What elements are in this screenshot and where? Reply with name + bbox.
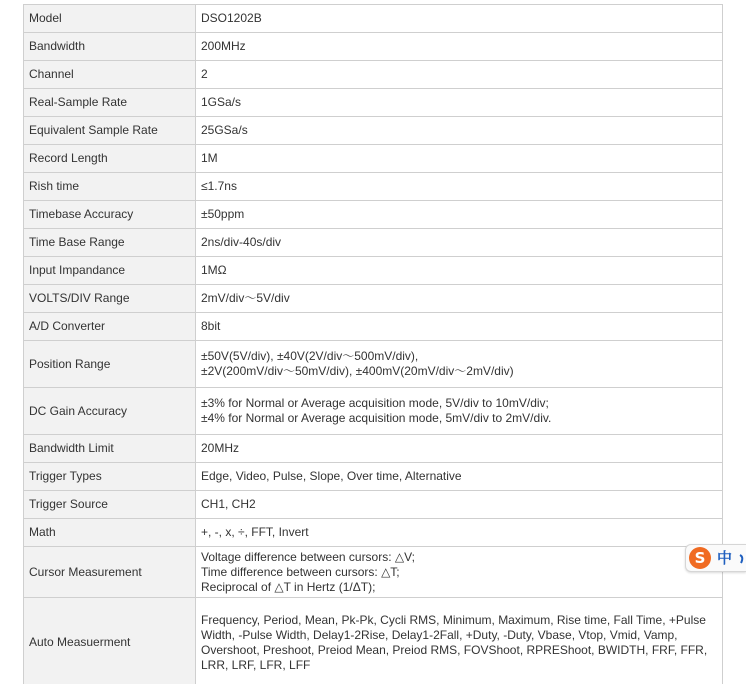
table-row — [24, 388, 723, 435]
table-row — [24, 491, 723, 519]
spec-label: Auto Measuerment — [24, 598, 196, 684]
table-row — [24, 547, 723, 598]
spec-label: Cursor Measurement — [24, 547, 196, 598]
spec-label: A/D Converter — [24, 313, 196, 341]
spec-label: VOLTS/DIV Range — [24, 285, 196, 313]
table-row — [24, 117, 723, 145]
table-row — [24, 463, 723, 491]
table-row — [24, 598, 723, 684]
spec-value: 8bit — [196, 313, 723, 341]
spec-value: Frequency, Period, Mean, Pk-Pk, Cycli RMS, Minimum, Maximum, Rise time, Fall Time, +Pulse Width, -Pulse Width, Delay1-2Rise, Delay1-2Fall, +Duty, -Duty, Vbase, Vtop, Vmid, Vamp, Overshoot, Preshoot, Preiod Mean, Preiod RMS, FOVShoot, RPREShoot, BWIDTH, FRF, FFR, LRR, LRF, LFR, LFF — [196, 598, 723, 684]
spec-label: Bandwidth Limit — [24, 435, 196, 463]
spec-value: Voltage difference between cursors: △V; Time difference between cursors: △T; Reciprocal of △T in Hertz (1/ΔT); — [196, 547, 723, 598]
spec-label: Model — [24, 5, 196, 33]
table-row — [24, 89, 723, 117]
spec-label: Rish time — [24, 173, 196, 201]
ime-toolbar[interactable] — [685, 544, 746, 572]
spec-label: Trigger Source — [24, 491, 196, 519]
spec-value: DSO1202B — [196, 5, 723, 33]
table-row — [24, 33, 723, 61]
spec-label: Time Base Range — [24, 229, 196, 257]
spec-value: 2 — [196, 61, 723, 89]
spec-label: Trigger Types — [24, 463, 196, 491]
spec-label: Input Impandance — [24, 257, 196, 285]
table-row — [24, 519, 723, 547]
table-row — [24, 145, 723, 173]
spec-value: CH1, CH2 — [196, 491, 723, 519]
spec-value: +, -, x, ÷, FFT, Invert — [196, 519, 723, 547]
ime-punctuation-icon[interactable] — [738, 553, 746, 565]
spec-value: 200MHz — [196, 33, 723, 61]
spec-label: Timebase Accuracy — [24, 201, 196, 229]
table-row — [24, 61, 723, 89]
spec-value: 1MΩ — [196, 257, 723, 285]
table-row — [24, 313, 723, 341]
spec-value: 1GSa/s — [196, 89, 723, 117]
spec-value: ≤1.7ns — [196, 173, 723, 201]
table-row — [24, 229, 723, 257]
spec-label: DC Gain Accuracy — [24, 388, 196, 435]
table-row — [24, 435, 723, 463]
spec-value: ±50ppm — [196, 201, 723, 229]
ime-mode-toggle[interactable]: 中 — [717, 549, 733, 567]
table-row — [24, 5, 723, 33]
spec-value: 20MHz — [196, 435, 723, 463]
spec-label: Record Length — [24, 145, 196, 173]
spec-label: Bandwidth — [24, 33, 196, 61]
spec-label: Channel — [24, 61, 196, 89]
table-row — [24, 201, 723, 229]
spec-value: Edge, Video, Pulse, Slope, Over time, Alternative — [196, 463, 723, 491]
table-row — [24, 173, 723, 201]
spec-label: Position Range — [24, 341, 196, 388]
table-row — [24, 257, 723, 285]
spec-value: ±50V(5V/div), ±40V(2V/div～500mV/div), ±2V(200mV/div～50mV/div), ±400mV(20mV/div～2mV/div) — [196, 341, 723, 388]
spec-value: 1M — [196, 145, 723, 173]
spec-value: 2ns/div-40s/div — [196, 229, 723, 257]
spec-value: 2mV/div～5V/div — [196, 285, 723, 313]
spec-label: Real-Sample Rate — [24, 89, 196, 117]
sogou-logo-icon[interactable]: S — [689, 547, 711, 569]
spec-table — [23, 4, 723, 684]
spec-label: Equivalent Sample Rate — [24, 117, 196, 145]
spec-value: 25GSa/s — [196, 117, 723, 145]
spec-label: Math — [24, 519, 196, 547]
spec-value: ±3% for Normal or Average acquisition mode, 5V/div to 10mV/div; ±4% for Normal or Average acquisition mode, 5mV/div to 2mV/div. — [196, 388, 723, 435]
table-row — [24, 341, 723, 388]
table-row — [24, 285, 723, 313]
